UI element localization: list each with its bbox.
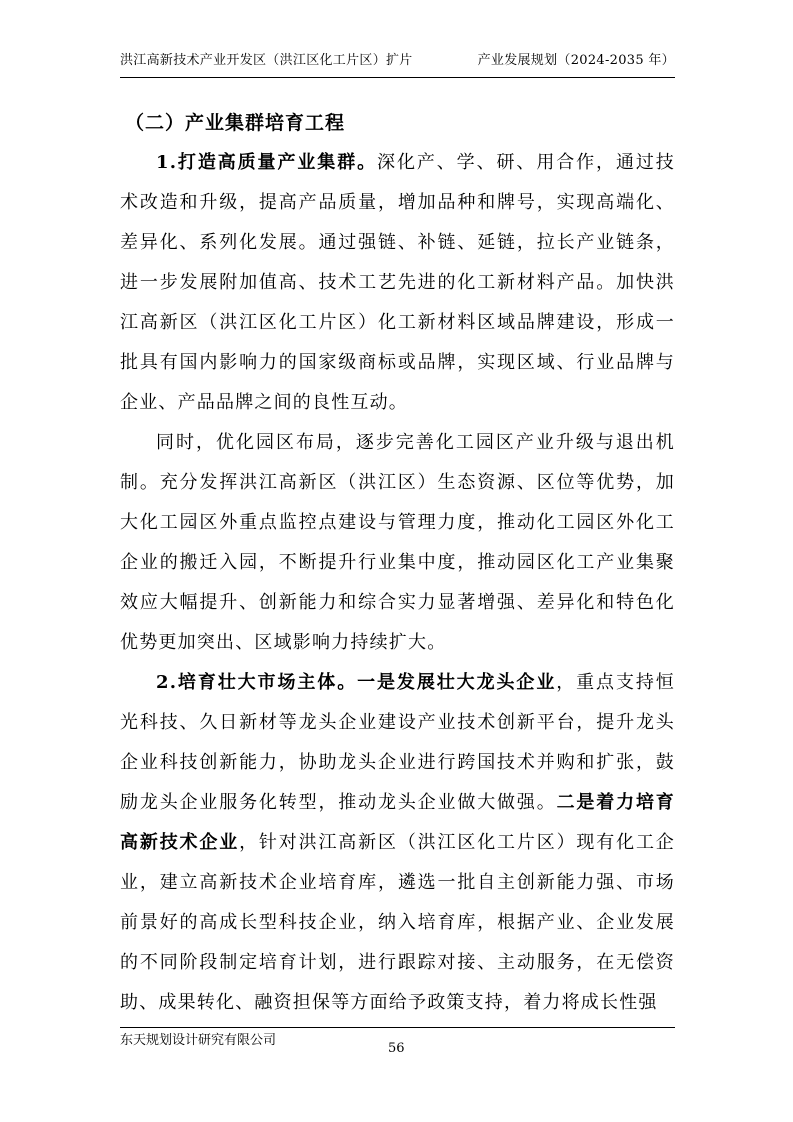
body-text <box>120 143 675 1023</box>
paragraph-1 <box>120 143 675 423</box>
paragraph-2-text: 同时，优化园区布局，逐步完善化工园区产业升级与退出机制。充分发挥洪江高新区（洪江区）生态资源、区位等优势，加大化工园区外重点监控点建设与管理力度，推动化工园区外化工企业的搬迁入园，不断提升行业集中度，推动园区化工产业集聚效应大幅提升、创新能力和综合实力显著增强、差异化和特色化优势更加突出、区域影响力持续扩大。 <box>120 432 675 653</box>
paragraph-3-lead: 2.培育壮大市场主体。 <box>156 672 358 693</box>
section-heading: （二）产业集群培育工程 <box>125 112 346 134</box>
footer-rule <box>120 1027 675 1028</box>
paragraph-1-lead: 1.打造高质量产业集群。 <box>156 152 378 173</box>
paragraph-3-bold-2: 二是着力培育高新技术企业 <box>120 792 675 853</box>
paragraph-3-text-1: ，重点支持恒光科技、久日新材等龙头企业建设产业技术创新平台，提升龙头企业科技创新能力，协助龙头企业进行跨国技术并购和扩张，鼓励龙头企业服务化转型，推动龙头企业做大做强。 <box>120 672 675 813</box>
paragraph-3-bold-1: 一是发展壮大龙头企业 <box>357 672 557 693</box>
paragraph-1-text: 深化产、学、研、用合作，通过技术改造和升级，提高产品质量，增加品种和牌号，实现高端化、差异化、系列化发展。通过强链、补链、延链，拉长产业链条，进一步发展附加值高、技术工艺先进的化工新材料产品。加快洪江高新区（洪江区化工片区）化工新材料区域品牌建设，形成一批具有国内影响力的国家级商标或品牌，实现区域、行业品牌与企业、产品品牌之间的良性互动。 <box>120 152 675 413</box>
page-number: 56 <box>388 1041 405 1056</box>
header-rule <box>120 77 675 78</box>
header-right-title: 产业发展规划（2024-2035 年） <box>477 53 675 68</box>
header-left-title: 洪江高新技术产业开发区（洪江区化工片区）扩片 <box>120 53 413 68</box>
paragraph-3-text-2: ，针对洪江高新区（洪江区化工片区）现有化工企业，建立高新技术企业培育库，遴选一批自主创新能力强、市场前景好的高成长型科技企业，纳入培育库，根据产业、企业发展的不同阶段制定培育计划，进行跟踪对接、主动服务，在无偿资助、成果转化、融资担保等方面给予政策支持，着力将成长性强 <box>120 832 676 1013</box>
footer-company: 东天规划设计研究有限公司 <box>120 1033 277 1048</box>
paragraph-3 <box>120 663 675 1023</box>
paragraph-2 <box>120 423 675 663</box>
